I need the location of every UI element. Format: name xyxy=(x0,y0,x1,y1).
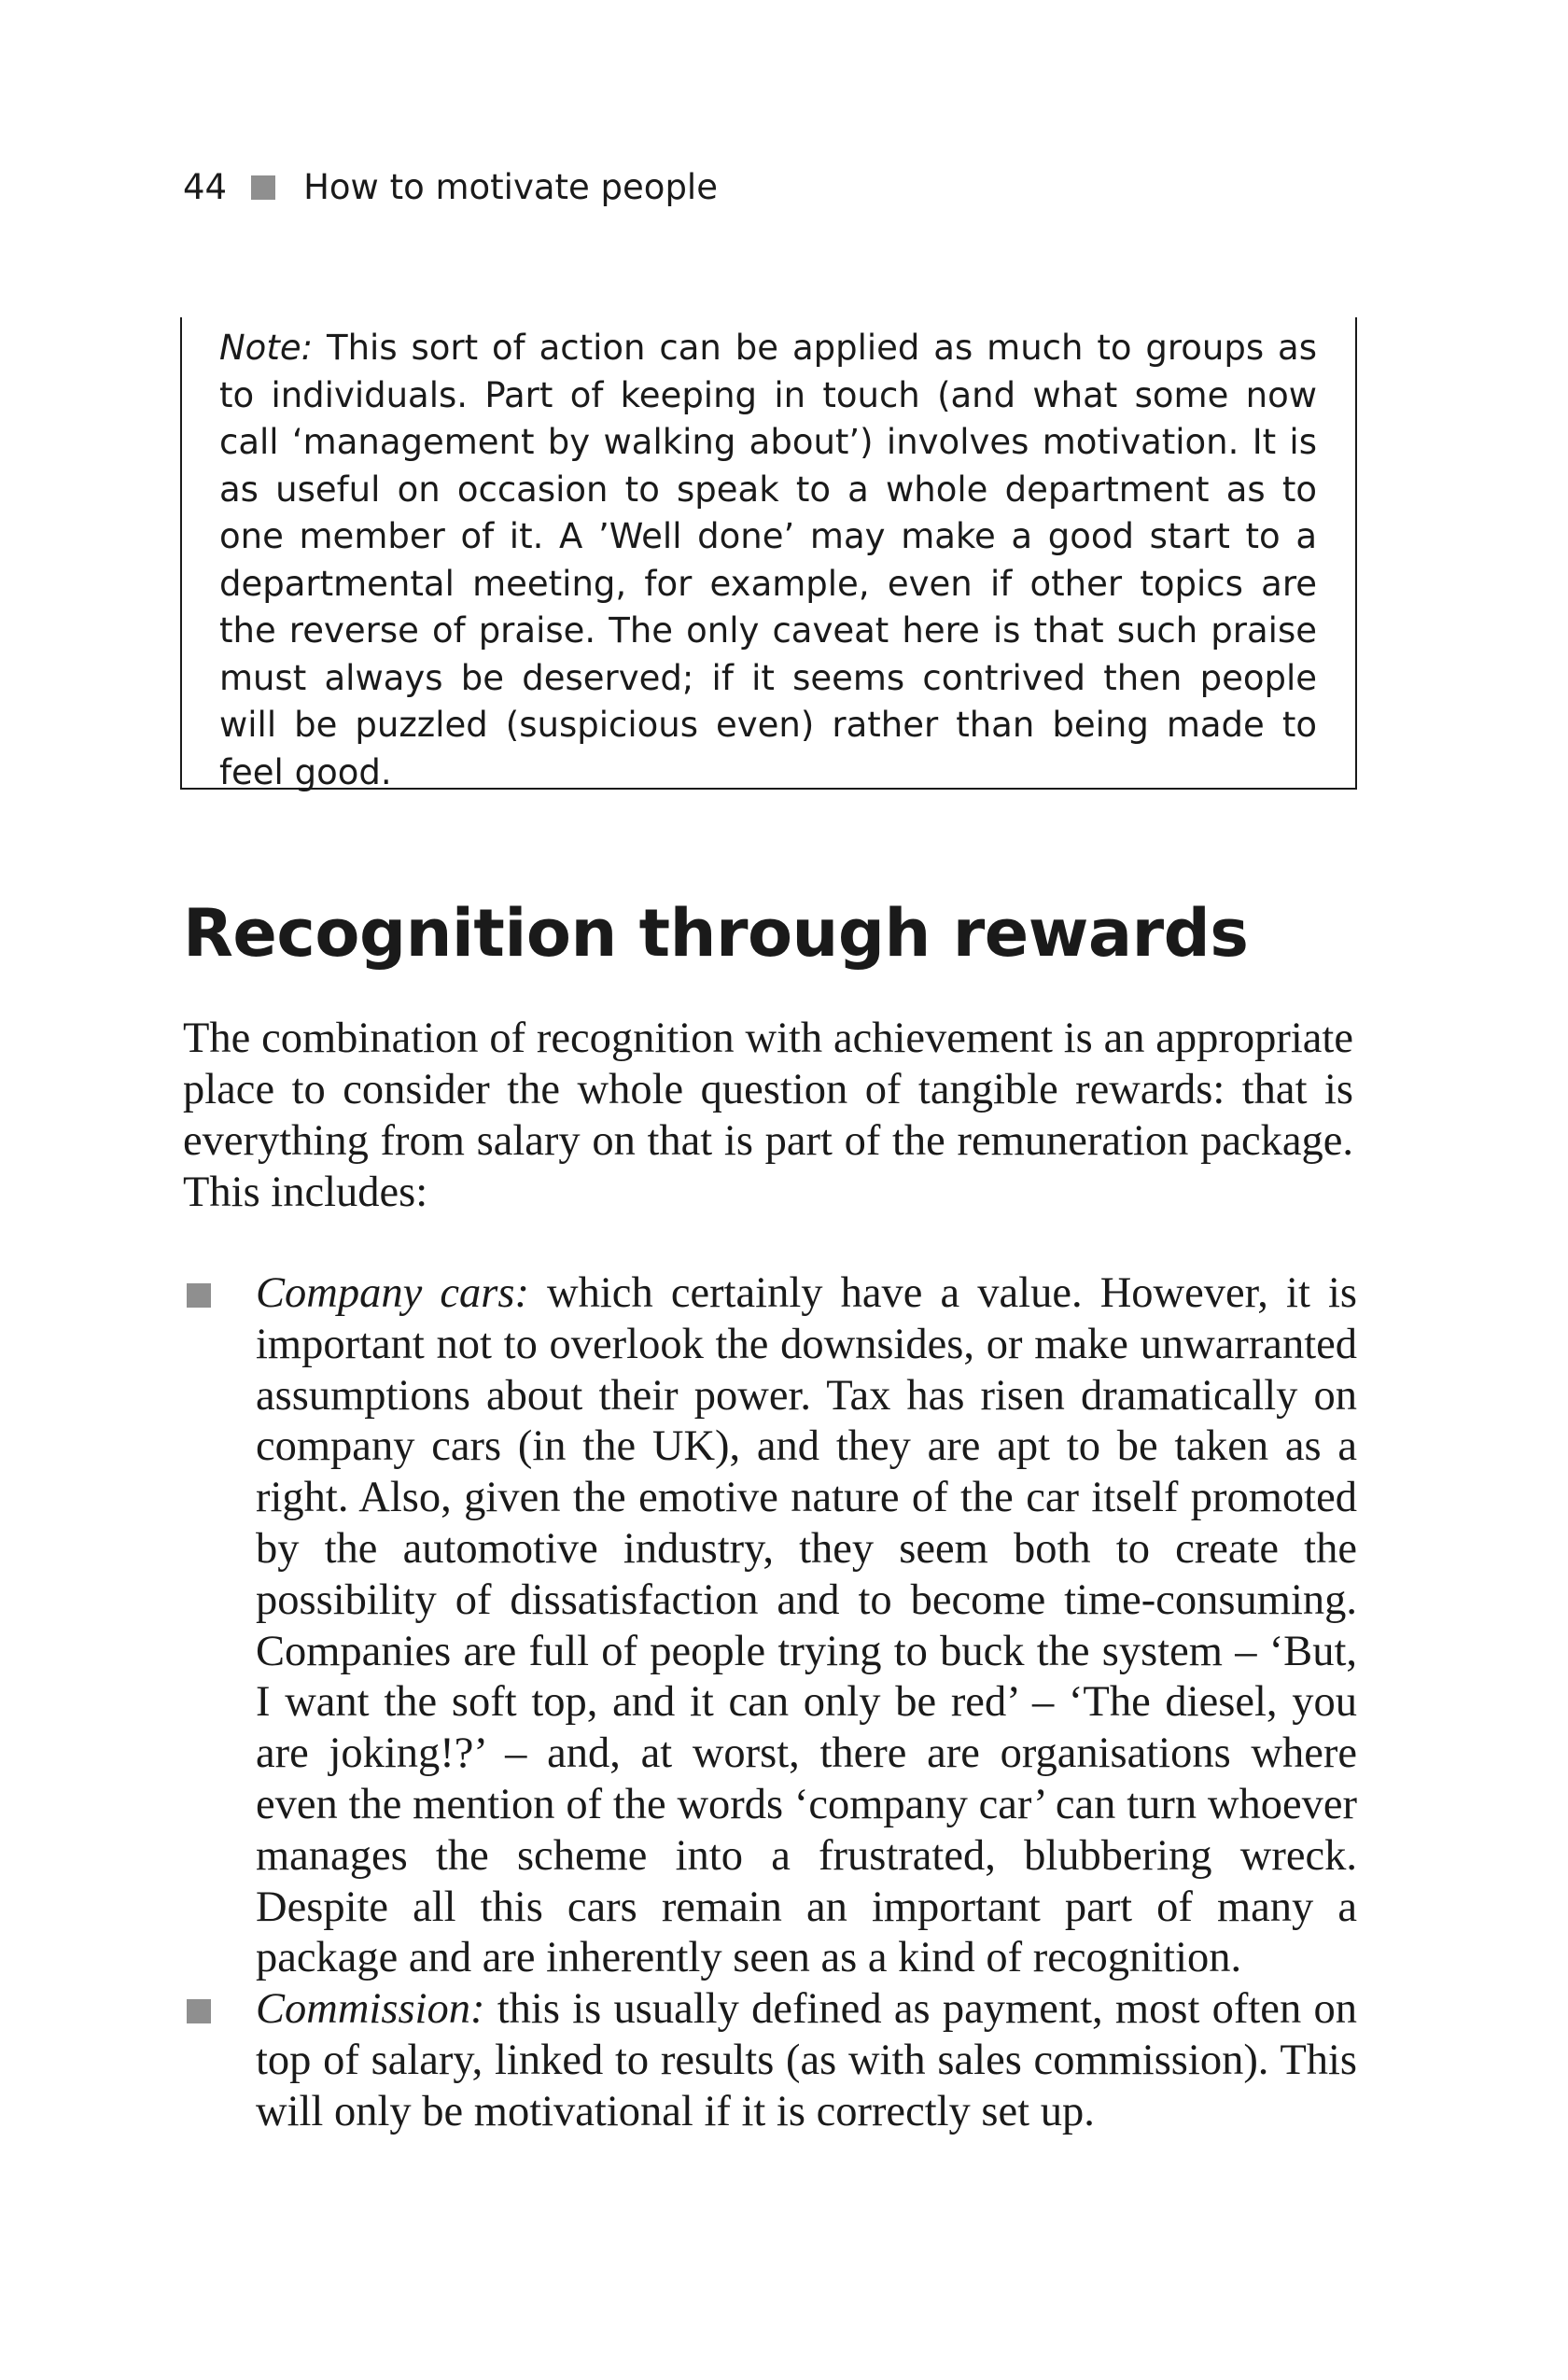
bullet-term: Company cars: xyxy=(256,1269,529,1317)
note-label: Note: xyxy=(219,328,314,368)
note-box xyxy=(180,317,1357,790)
bullet-text: which certainly have a value. However, it is important not to overlook the downsides, or make unwarranted assumptions about their power. Tax has risen dramatically on company cars (in the UK), and they are apt to be taken as a right. Also, given the emotive nature of the car itself promoted by the automotive industry, they seem both to create the possibility of dissatisfaction and to become time-consuming. Companies are full of people trying to buck the system – ‘But, I want the soft top, and it can only be red’ – ‘The diesel, you are joking!?’ – and, at worst, there are organisations where even the mention of the words ‘company car’ can turn whoever manages the scheme into a frustrated, blubbering wreck. Despite all this cars remain an important part of many a package and are inherently seen as a kind of recognition. xyxy=(256,1269,1358,1982)
square-bullet-icon xyxy=(187,1283,211,1308)
list-item xyxy=(183,1268,1357,1984)
bullet-term: Commission: xyxy=(256,1985,485,2034)
square-bullet-icon xyxy=(187,1999,211,2023)
section-title: Recognition through rewards xyxy=(183,895,1249,972)
intro-paragraph: The combination of recognition with achievement is an appropriate place to consider the whole question of tangible rewards: that is everything from salary on that is part of the remuneration package. This includes: xyxy=(183,1015,1353,1216)
square-bullet-icon xyxy=(251,175,275,200)
note-paragraph xyxy=(219,325,1317,796)
rewards-list xyxy=(183,1268,1357,2138)
bullet-text: this is usually defined as payment, most often on top of salary, linked to results (as with sales commission). This will only be motivational if it is correctly set up. xyxy=(256,1985,1357,2135)
list-item xyxy=(183,1984,1357,2137)
running-title: How to motivate people xyxy=(303,167,718,207)
running-head xyxy=(183,161,718,215)
note-body: This sort of action can be applied as much to groups as to individuals. Part of keeping in touch (and what some now call ‘management by walking about’) involves motivation. It is as useful on occasion to speak to a whole department as to one member of it. A ’Well done’ may make a good start to a departmental meeting, for example, even if other topics are the reverse of praise. The only caveat here is that such praise must always be deserved; if it seems contrived then people will be puzzled (suspicious even) rather than being made to feel good. xyxy=(219,328,1317,792)
page-number: 44 xyxy=(183,167,228,207)
